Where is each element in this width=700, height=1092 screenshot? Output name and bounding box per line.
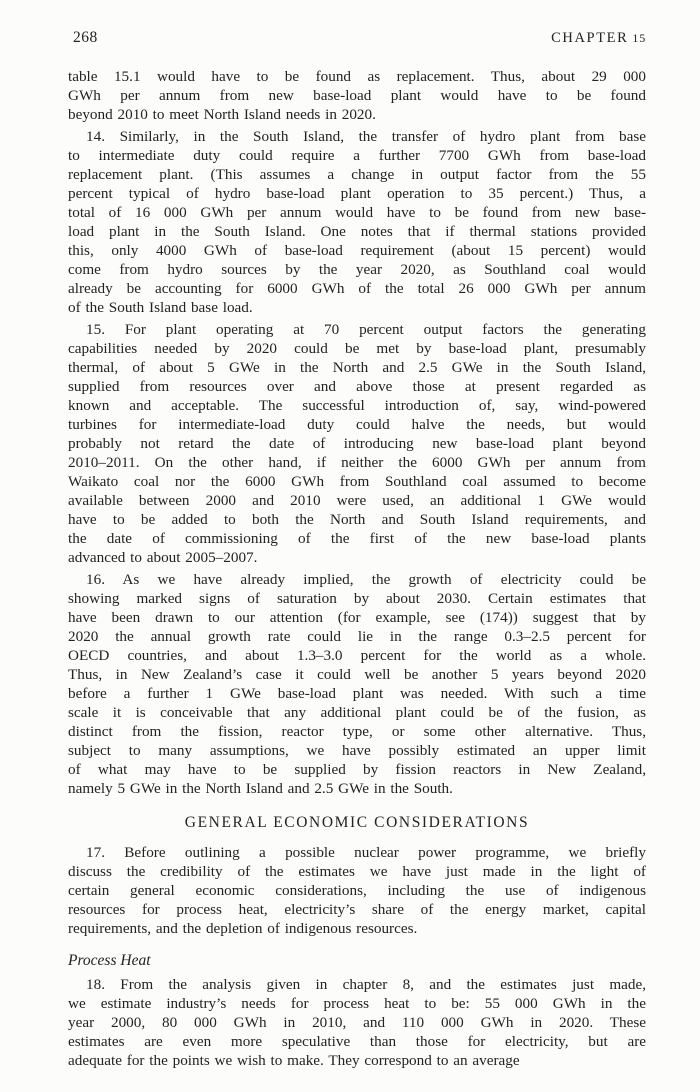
text-line: requirements, and the depletion of indigenous resources. xyxy=(68,920,418,937)
paragraph xyxy=(68,127,646,317)
text-line: thermal, of about 5 GWe in the North and 2.5 GWe in the South Island, xyxy=(68,359,646,376)
text-line: scale it is conceivable that any additional plant could be of the fusion, as xyxy=(68,704,646,721)
text-line: 2010–2011. On the other hand, if neither the 6000 GWh per annum from xyxy=(68,454,646,471)
text-line: probably not retard the date of introducing new base-load plant beyond xyxy=(68,435,646,452)
text-line: have been drawn to our attention (for example, see (174)) suggest that by xyxy=(68,609,646,626)
text-line: certain general economic considerations, including the use of indigenous xyxy=(68,882,646,899)
paragraph xyxy=(68,67,646,124)
text-line: distinct from the fission, reactor type, or some other alternative. Thus, xyxy=(68,723,646,740)
text-line: supplied from resources over and above those at present regarded as xyxy=(68,378,646,395)
text-line: percent typical of hydro base-load plant operation to 35 percent.) Thus, a xyxy=(68,185,646,202)
text-line: come from hydro sources by the year 2020, as Southland coal would xyxy=(68,261,646,278)
text-line: adequate for the points we wish to make. They correspond to an average xyxy=(68,1052,520,1069)
paragraph xyxy=(68,570,646,798)
page-number: 268 xyxy=(73,29,98,46)
text-line: 17. Before outlining a possible nuclear power programme, we briefly xyxy=(86,844,646,861)
text-line: load plant in the South Island. One notes that if thermal stations provided xyxy=(68,223,646,240)
content-column xyxy=(68,67,646,1073)
chapter-header xyxy=(551,30,646,47)
text-line: beyond 2010 to meet North Island needs in 2020. xyxy=(68,106,376,123)
text-line: GWh per annum from new base-load plant would have to be found xyxy=(68,87,646,104)
text-line: resources for process heat, electricity’s share of the energy market, capital xyxy=(68,901,646,918)
running-head xyxy=(68,29,646,47)
paragraph xyxy=(68,320,646,567)
text-line: already be accounting for 6000 GWh of the total 26 000 GWh per annum xyxy=(68,280,646,297)
text-line: OECD countries, and about 1.3–3.0 percent for the world as a whole. xyxy=(68,647,646,664)
text-line: 15. For plant operating at 70 percent output factors the generating xyxy=(86,321,646,338)
text-line: turbines for intermediate-load duty could halve the needs, but would xyxy=(68,416,646,433)
text-line: we estimate industry’s needs for process heat to be: 55 000 GWh in the xyxy=(68,995,646,1012)
text-line: 18. From the analysis given in chapter 8, and the estimates just made, xyxy=(86,976,646,993)
text-line: 2020 the annual growth rate could lie in the range 0.3–2.5 percent for xyxy=(68,628,646,645)
text-line: Thus, in New Zealand’s case it could well be another 5 years beyond 2020 xyxy=(68,666,646,683)
text-line: this, only 4000 GWh of base-load requirement (about 15 percent) would xyxy=(68,242,646,259)
text-line: advanced to about 2005–2007. xyxy=(68,549,258,566)
text-line: Waikato coal nor the 6000 GWh from Southland coal assumed to become xyxy=(68,473,646,490)
text-line: namely 5 GWe in the North Island and 2.5 GWe in the South. xyxy=(68,780,453,797)
chapter-number: 15 xyxy=(632,31,646,45)
text-line: available between 2000 and 2010 were used, an additional 1 GWe would xyxy=(68,492,646,509)
text-line: of the South Island base load. xyxy=(68,299,253,316)
text-line: 14. Similarly, in the South Island, the transfer of hydro plant from base xyxy=(86,128,646,145)
subsection-heading: Process Heat xyxy=(68,952,151,969)
text-line: year 2000, 80 000 GWh in 2010, and 110 000 GWh in 2020. These xyxy=(68,1014,646,1031)
text-line: subject to many assumptions, we have possibly estimated an upper limit xyxy=(68,742,646,759)
text-line: have to be added to both the North and South Island requirements, and xyxy=(68,511,646,528)
text-line: table 15.1 would have to be found as replacement. Thus, about 29 000 xyxy=(68,68,646,85)
chapter-label: CHAPTER xyxy=(551,30,629,46)
section-heading: GENERAL ECONOMIC CONSIDERATIONS xyxy=(184,814,530,831)
text-line: estimates are even more speculative than those for electricity, but are xyxy=(68,1033,646,1050)
text-line: known and acceptable. The successful introduction of, say, wind-powered xyxy=(68,397,646,414)
text-line: discuss the credibility of the estimates we have just made in the light of xyxy=(68,863,646,880)
paragraph xyxy=(68,975,646,1070)
text-line: showing marked signs of saturation by about 2030. Certain estimates that xyxy=(68,590,646,607)
text-line: of what may have to be supplied by fission reactors in New Zealand, xyxy=(68,761,646,778)
paragraph xyxy=(68,843,646,938)
text-line: total of 16 000 GWh per annum would have to be found from new base- xyxy=(68,204,646,221)
text-line: capabilities needed by 2020 could be met by base-load plant, presumably xyxy=(68,340,646,357)
text-line: to intermediate duty could require a further 7700 GWh from base-load xyxy=(68,147,646,164)
text-line: replacement plant. (This assumes a change in output factor from the 55 xyxy=(68,166,646,183)
text-line: the date of commissioning of the first of the new base-load plants xyxy=(68,530,646,547)
text-line: 16. As we have already implied, the growth of electricity could be xyxy=(86,571,646,588)
text-line: before a further 1 GWe base-load plant was needed. With such a time xyxy=(68,685,646,702)
